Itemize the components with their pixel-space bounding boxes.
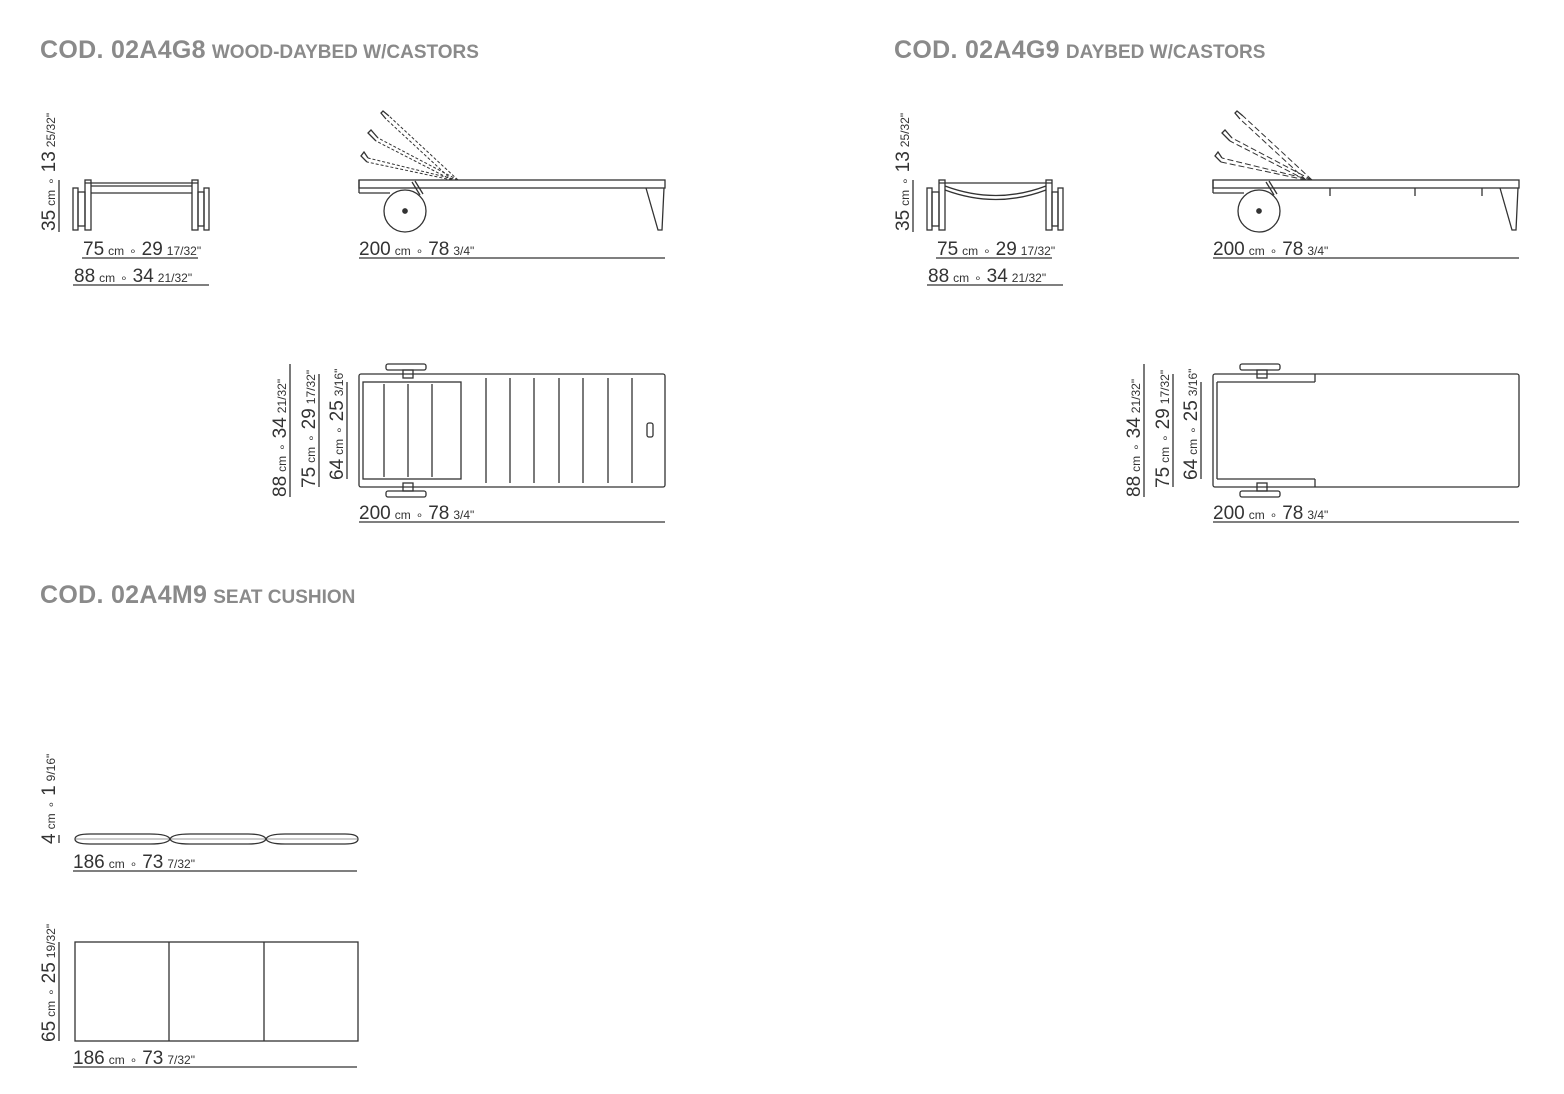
dimension-label: 75 cm ∘ 29 17/32" (937, 239, 1056, 260)
daybed-2-side-view (1213, 111, 1519, 258)
dimension-label: 75cm∘2917/32" (1153, 369, 1174, 488)
dimension-label: 200 cm ∘ 78 3/4" (359, 503, 475, 524)
daybed-1-side-view (359, 111, 665, 258)
dimension-label: 88cm∘3421/32" (1124, 378, 1145, 497)
dimension-label: 4cm∘19/16" (39, 753, 60, 844)
dimension-label: 88cm∘3421/32" (270, 378, 291, 497)
product-name: SEAT CUSHION (213, 587, 356, 608)
daybed-2-plan-view (1144, 364, 1519, 522)
dimension-label: 35cm∘1325/32" (39, 112, 60, 231)
dimension-label: 64cm∘253/16" (1181, 368, 1202, 480)
dimension-label: 35cm∘1325/32" (893, 112, 914, 231)
dimension-label: 64cm∘253/16" (327, 368, 348, 480)
daybed-1-plan-view (290, 364, 665, 522)
product-code: COD. 02A4G9 (894, 36, 1060, 64)
dimension-label: 65cm∘2519/32" (39, 923, 60, 1042)
dimension-label: 75cm∘2917/32" (299, 369, 320, 488)
dimension-label: 186 cm ∘ 73 7/32" (73, 852, 195, 873)
product-name: WOOD-DAYBED W/CASTORS (211, 42, 479, 63)
dimension-label: 75 cm ∘ 29 17/32" (83, 239, 202, 260)
dimension-label: 186 cm ∘ 73 7/32" (73, 1048, 195, 1069)
product-code: COD. 02A4G8 (40, 36, 206, 64)
dimension-label: 88 cm ∘ 34 21/32" (928, 266, 1047, 287)
dimension-label: 200 cm ∘ 78 3/4" (1213, 503, 1329, 524)
product-name: DAYBED W/CASTORS (1065, 42, 1266, 63)
product-code: COD. 02A4M9 (40, 581, 208, 609)
dimension-label: 88 cm ∘ 34 21/32" (74, 266, 193, 287)
dimension-label: 200 cm ∘ 78 3/4" (1213, 239, 1329, 260)
dimension-label: 200 cm ∘ 78 3/4" (359, 239, 475, 260)
